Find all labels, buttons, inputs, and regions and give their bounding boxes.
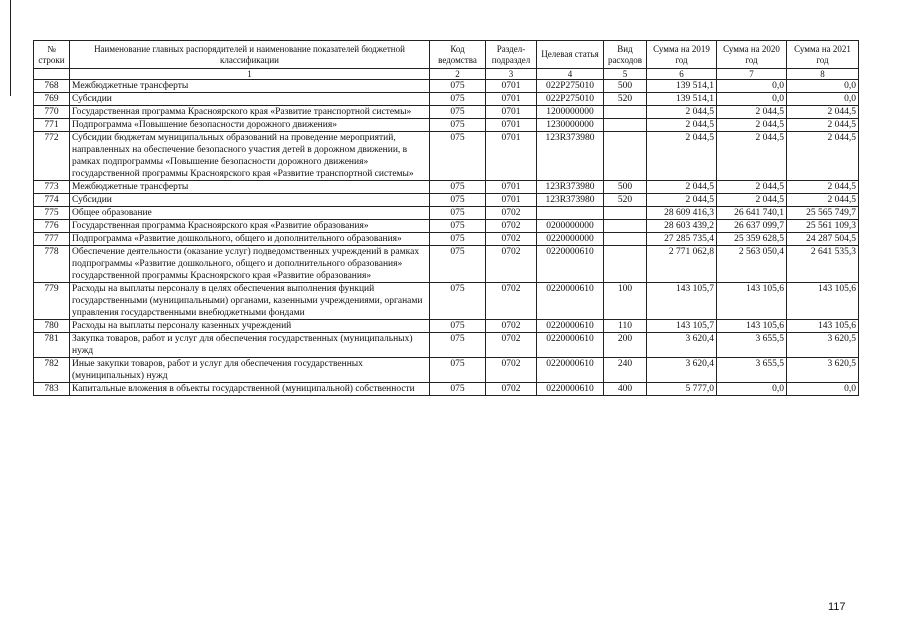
row-section-cell: 0702 [486,246,537,283]
table-row [34,283,859,320]
row-expense-type-cell: 520 [604,93,647,106]
row-number-cell: 772 [34,132,70,181]
row-dept-code-cell: 075 [430,93,486,106]
row-name-cell: Подпрограмма «Развитие дошкольного, общего и дополнительного образования» [70,233,430,246]
row-sum-2021-cell: 24 287 504,5 [787,233,859,246]
row-sum-2019-cell: 139 514,1 [647,80,717,93]
table-row [34,80,859,93]
header-sum-2020: Сумма на 2020 год [717,41,787,69]
header-sum-2021: Сумма на 2021 год [787,41,859,69]
row-sum-2019-cell: 143 105,7 [647,320,717,333]
row-expense-type-cell: 520 [604,194,647,207]
row-expense-type-cell: 100 [604,283,647,320]
row-sum-2020-cell: 2 044,5 [717,106,787,119]
row-section-cell: 0701 [486,80,537,93]
row-dept-code-cell: 075 [430,283,486,320]
row-sum-2021-cell: 143 105,6 [787,283,859,320]
row-dept-code-cell: 075 [430,246,486,283]
row-name-cell: Государственная программа Красноярского края «Развитие транспортной системы» [70,106,430,119]
row-section-cell: 0702 [486,283,537,320]
column-number [34,69,70,80]
budget-table [33,40,859,396]
table-row [34,181,859,194]
row-sum-2019-cell: 28 609 416,3 [647,207,717,220]
header-name: Наименование главных распорядителей и наименование показателей бюджетной классификации [70,41,430,69]
row-sum-2019-cell: 2 044,5 [647,132,717,181]
row-dept-code-cell: 075 [430,220,486,233]
table-row [34,320,859,333]
row-target-article-cell: 0220000610 [537,358,604,383]
row-expense-type-cell [604,220,647,233]
row-sum-2020-cell: 26 641 740,1 [717,207,787,220]
row-expense-type-cell [604,106,647,119]
table-row [34,119,859,132]
row-section-cell: 0701 [486,181,537,194]
row-sum-2020-cell: 3 655,5 [717,358,787,383]
column-number: 2 [430,69,486,80]
header-target-article: Целевая статья [537,41,604,69]
row-dept-code-cell: 075 [430,333,486,358]
row-number-cell: 771 [34,119,70,132]
row-name-cell: Государственная программа Красноярского края «Развитие образования» [70,220,430,233]
table-body [34,80,859,396]
row-sum-2019-cell: 28 603 439,2 [647,220,717,233]
row-sum-2020-cell: 2 044,5 [717,181,787,194]
row-dept-code-cell: 075 [430,207,486,220]
row-dept-code-cell: 075 [430,233,486,246]
row-section-cell: 0702 [486,383,537,396]
table-row [34,106,859,119]
row-number-cell: 768 [34,80,70,93]
row-number-cell: 782 [34,358,70,383]
row-sum-2021-cell: 2 044,5 [787,181,859,194]
row-section-cell: 0702 [486,207,537,220]
row-section-cell: 0701 [486,119,537,132]
row-sum-2020-cell: 2 044,5 [717,119,787,132]
margin-line [10,0,11,96]
row-dept-code-cell: 075 [430,181,486,194]
row-target-article-cell: 123R373980 [537,181,604,194]
row-section-cell: 0701 [486,93,537,106]
row-name-cell: Расходы на выплаты персоналу в целях обеспечения выполнения функций государственными (муниципальными) органами, казенными учреждениями, органами управления государственными внебюджетными фондами [70,283,430,320]
row-sum-2019-cell: 2 044,5 [647,119,717,132]
row-sum-2021-cell: 0,0 [787,80,859,93]
row-number-cell: 774 [34,194,70,207]
row-expense-type-cell [604,246,647,283]
row-section-cell: 0702 [486,233,537,246]
row-number-cell: 779 [34,283,70,320]
table-row [34,246,859,283]
row-sum-2020-cell: 2 563 050,4 [717,246,787,283]
row-sum-2020-cell: 25 359 628,5 [717,233,787,246]
table-row [34,358,859,383]
row-target-article-cell: 0200000000 [537,220,604,233]
row-sum-2019-cell: 139 514,1 [647,93,717,106]
row-sum-2020-cell: 3 655,5 [717,333,787,358]
row-name-cell: Межбюджетные трансферты [70,181,430,194]
column-number: 4 [537,69,604,80]
table-row [34,194,859,207]
row-sum-2019-cell: 2 044,5 [647,181,717,194]
row-expense-type-cell: 110 [604,320,647,333]
row-section-cell: 0702 [486,358,537,383]
row-sum-2021-cell: 0,0 [787,383,859,396]
row-name-cell: Закупка товаров, работ и услуг для обеспечения государственных (муниципальных) нужд [70,333,430,358]
table-row [34,220,859,233]
row-section-cell: 0701 [486,194,537,207]
header-section: Раздел-подраздел [486,41,537,69]
row-number-cell: 780 [34,320,70,333]
row-sum-2020-cell: 2 044,5 [717,194,787,207]
row-number-cell: 778 [34,246,70,283]
row-expense-type-cell: 200 [604,333,647,358]
row-target-article-cell: 022P275010 [537,80,604,93]
row-number-cell: 783 [34,383,70,396]
row-sum-2021-cell: 25 561 109,3 [787,220,859,233]
row-dept-code-cell: 075 [430,132,486,181]
row-name-cell: Общее образование [70,207,430,220]
header-row-number: № строки [34,41,70,69]
column-number: 6 [647,69,717,80]
row-target-article-cell: 0220000610 [537,333,604,358]
row-sum-2019-cell: 3 620,4 [647,358,717,383]
table-row [34,333,859,358]
row-target-article-cell: 022P275010 [537,93,604,106]
row-number-cell: 776 [34,220,70,233]
page-number: 117 [828,601,846,613]
row-sum-2021-cell: 2 044,5 [787,132,859,181]
row-name-cell: Подпрограмма «Повышение безопасности дорожного движения» [70,119,430,132]
row-sum-2021-cell: 2 044,5 [787,106,859,119]
row-sum-2021-cell: 2 641 535,3 [787,246,859,283]
table-row [34,132,859,181]
row-sum-2021-cell: 3 620,5 [787,333,859,358]
row-sum-2020-cell: 0,0 [717,383,787,396]
row-dept-code-cell: 075 [430,320,486,333]
row-expense-type-cell [604,233,647,246]
row-name-cell: Иные закупки товаров, работ и услуг для обеспечения государственных (муниципальных) нужд [70,358,430,383]
row-dept-code-cell: 075 [430,119,486,132]
row-sum-2019-cell: 2 044,5 [647,194,717,207]
row-dept-code-cell: 075 [430,358,486,383]
row-dept-code-cell: 075 [430,106,486,119]
row-sum-2020-cell: 0,0 [717,93,787,106]
row-sum-2021-cell: 143 105,6 [787,320,859,333]
row-sum-2019-cell: 143 105,7 [647,283,717,320]
row-sum-2019-cell: 5 777,0 [647,383,717,396]
header-sum-2019: Сумма на 2019 год [647,41,717,69]
row-sum-2020-cell: 26 637 099,7 [717,220,787,233]
row-expense-type-cell [604,119,647,132]
row-target-article-cell: 1230000000 [537,119,604,132]
row-sum-2020-cell: 0,0 [717,80,787,93]
row-section-cell: 0702 [486,320,537,333]
table-row [34,93,859,106]
row-section-cell: 0702 [486,333,537,358]
column-number: 5 [604,69,647,80]
column-number: 7 [717,69,787,80]
row-sum-2020-cell: 143 105,6 [717,320,787,333]
row-sum-2021-cell: 2 044,5 [787,194,859,207]
row-name-cell: Межбюджетные трансферты [70,80,430,93]
row-sum-2019-cell: 2 044,5 [647,106,717,119]
row-section-cell: 0701 [486,106,537,119]
table-row [34,383,859,396]
row-target-article-cell: 0220000610 [537,246,604,283]
row-expense-type-cell: 500 [604,80,647,93]
row-number-cell: 769 [34,93,70,106]
row-dept-code-cell: 075 [430,80,486,93]
row-expense-type-cell [604,132,647,181]
row-name-cell: Субсидии [70,194,430,207]
row-name-cell: Обеспечение деятельности (оказание услуг) подведомственных учреждений в рамках подпрограммы «Развитие дошкольного, общего и дополнительного образования» государственной программы Красноярского края «Развитие образования» [70,246,430,283]
row-sum-2021-cell: 25 565 749,7 [787,207,859,220]
row-target-article-cell: 0220000000 [537,233,604,246]
row-name-cell: Расходы на выплаты персоналу казенных учреждений [70,320,430,333]
row-expense-type-cell: 400 [604,383,647,396]
header-dept-code: Код ведомства [430,41,486,69]
table-row [34,233,859,246]
row-number-cell: 781 [34,333,70,358]
row-sum-2020-cell: 143 105,6 [717,283,787,320]
table-row [34,207,859,220]
row-section-cell: 0702 [486,220,537,233]
row-target-article-cell [537,207,604,220]
row-target-article-cell: 0220000610 [537,383,604,396]
row-number-cell: 777 [34,233,70,246]
row-target-article-cell: 123R373980 [537,132,604,181]
row-number-cell: 770 [34,106,70,119]
row-expense-type-cell: 240 [604,358,647,383]
row-name-cell: Субсидии бюджетам муниципальных образований на проведение мероприятий, направленных на обеспечение безопасного участия детей в дорожном движении, в рамках подпрограммы «Повышение безопасности дорожного движения» государственной программы Красноярского края «Развитие транспортной системы» [70,132,430,181]
row-sum-2021-cell: 2 044,5 [787,119,859,132]
row-dept-code-cell: 075 [430,194,486,207]
row-expense-type-cell: 500 [604,181,647,194]
row-sum-2021-cell: 3 620,5 [787,358,859,383]
row-dept-code-cell: 075 [430,383,486,396]
table-header [34,41,859,80]
row-target-article-cell: 0220000610 [537,283,604,320]
row-section-cell: 0701 [486,132,537,181]
row-name-cell: Субсидии [70,93,430,106]
row-target-article-cell: 123R373980 [537,194,604,207]
row-sum-2019-cell: 3 620,4 [647,333,717,358]
row-number-cell: 775 [34,207,70,220]
header-expense-type: Вид расходов [604,41,647,69]
row-target-article-cell: 0220000610 [537,320,604,333]
column-number: 8 [787,69,859,80]
row-target-article-cell: 1200000000 [537,106,604,119]
row-name-cell: Капитальные вложения в объекты государственной (муниципальной) собственности [70,383,430,396]
column-number: 3 [486,69,537,80]
row-sum-2019-cell: 2 771 062,8 [647,246,717,283]
row-number-cell: 773 [34,181,70,194]
column-number: 1 [70,69,430,80]
row-expense-type-cell [604,207,647,220]
row-sum-2020-cell: 2 044,5 [717,132,787,181]
row-sum-2021-cell: 0,0 [787,93,859,106]
row-sum-2019-cell: 27 285 735,4 [647,233,717,246]
